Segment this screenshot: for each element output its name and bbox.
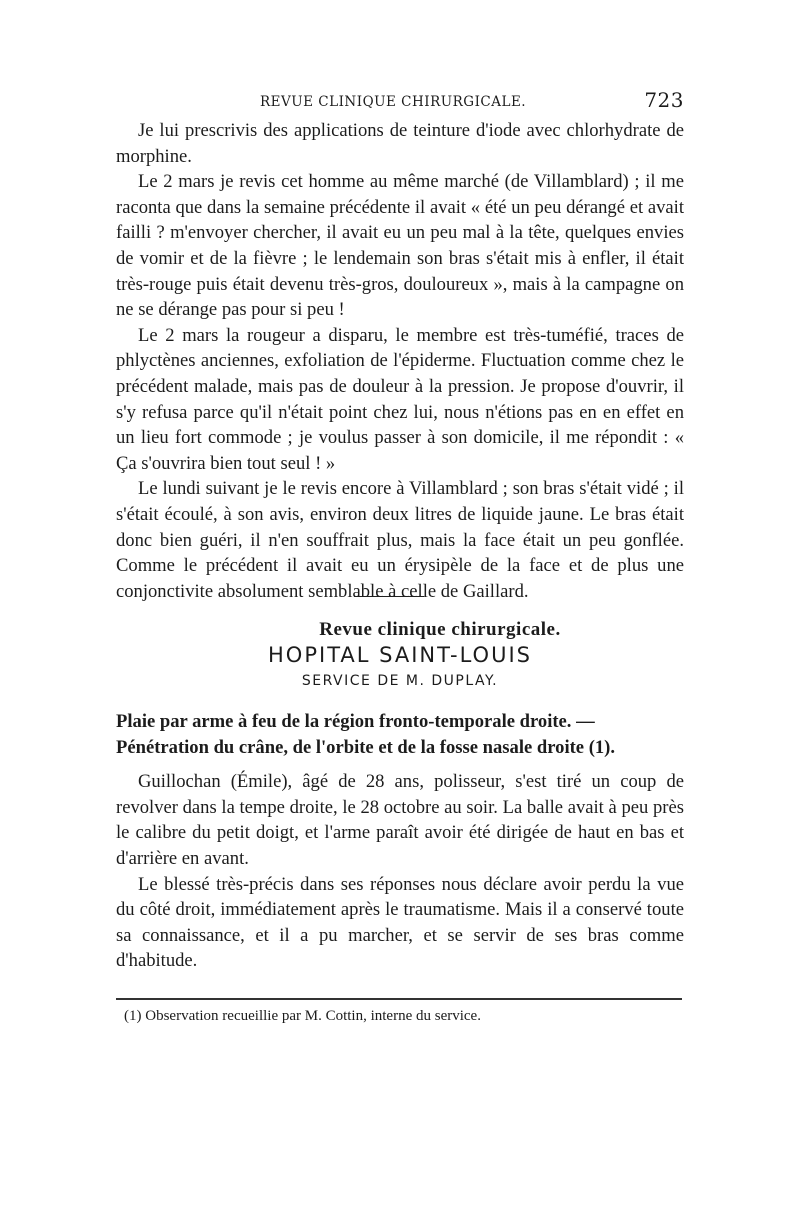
service-heading: SERVICE DE M. DUPLAY. (301, 673, 499, 690)
paragraph: Le blessé très-précis dans ses réponses nous déclare avoir perdu la vue du côté droit, immédiatement après le traumatisme. Mais il a conservé toute sa connaissance, et il a pu marcher, et se servir de ses bras comme d'habitude. (116, 873, 684, 972)
previous-article-body (116, 118, 684, 604)
running-head-title: REVUE CLINIQUE CHIRURGICALE. (260, 94, 527, 110)
footnote: (1) Observation recueillie par M. Cottin, interne du service. (124, 1008, 481, 1025)
book-page (116, 88, 684, 1025)
case-body (116, 769, 684, 974)
page-number: 723 (644, 88, 684, 112)
section-heading (116, 619, 684, 689)
paragraph: Le 2 mars je revis cet homme au même marché (de Villamblard) ; il me raconta que dans la semaine précédente il avait « été un peu dérangé et avait failli ? m'envoyer chercher, il avait eu un peu mal à la tête, quelques envies de vomir et de la fièvre ; le lendemain son bras s'était mis à enfler, il était très-rouge puis était devenu très-gros, douloureux », mais à la campagne on ne se dérange pas pour si peu ! (116, 171, 684, 321)
case-title: Plaie par arme à feu de la région fronto-temporale droite. — Pénétration du crâne, de l'orbite et de la fosse nasale droite (1). (116, 711, 616, 759)
journal-heading: Revue clinique chirurgicale. (319, 619, 561, 641)
footnote-rule (116, 998, 682, 1000)
running-head (116, 88, 684, 118)
paragraph: Je lui prescrivis des applications de teinture d'iode avec chlorhydrate de morphine. (116, 120, 684, 167)
paragraph: Le 2 mars la rougeur a disparu, le membre est très-tuméfié, traces de phlyctènes anciennes, exfoliation de l'épiderme. Fluctuation comme chez le précédent malade, mais pas de douleur à la pression. Je propose d'ouvrir, il s'y refusa parce qu'il n'était point chez lui, nous n'étions pas en en effet en un lieu fort commode ; je voulus passer à son domicile, il me répondit : « Ça s'ouvrira bien tout seul ! » (116, 324, 684, 474)
paragraph: Guillochan (Émile), âgé de 28 ans, polisseur, s'est tiré un coup de revolver dans la tempe droite, le 28 octobre au soir. La balle avait à peu près le calibre du petit doigt, et l'arme paraît avoir été dirigée de haut en bas et d'arrière en avant. (116, 771, 684, 870)
paragraph: Le lundi suivant je le revis encore à Villamblard ; son bras s'était vidé ; il s'était écoulé, à son avis, environ deux litres de liquide jaune. Le bras était donc bien guéri, il n'en souffrait plus, mais la face était un peu gonflée. Comme le précédent il avait eu un érysipèle de la face et de plus une conjonctivite absolument semblable à celle de Gaillard. (116, 478, 684, 602)
hospital-heading: HOPITAL SAINT-LOUIS (268, 643, 532, 668)
